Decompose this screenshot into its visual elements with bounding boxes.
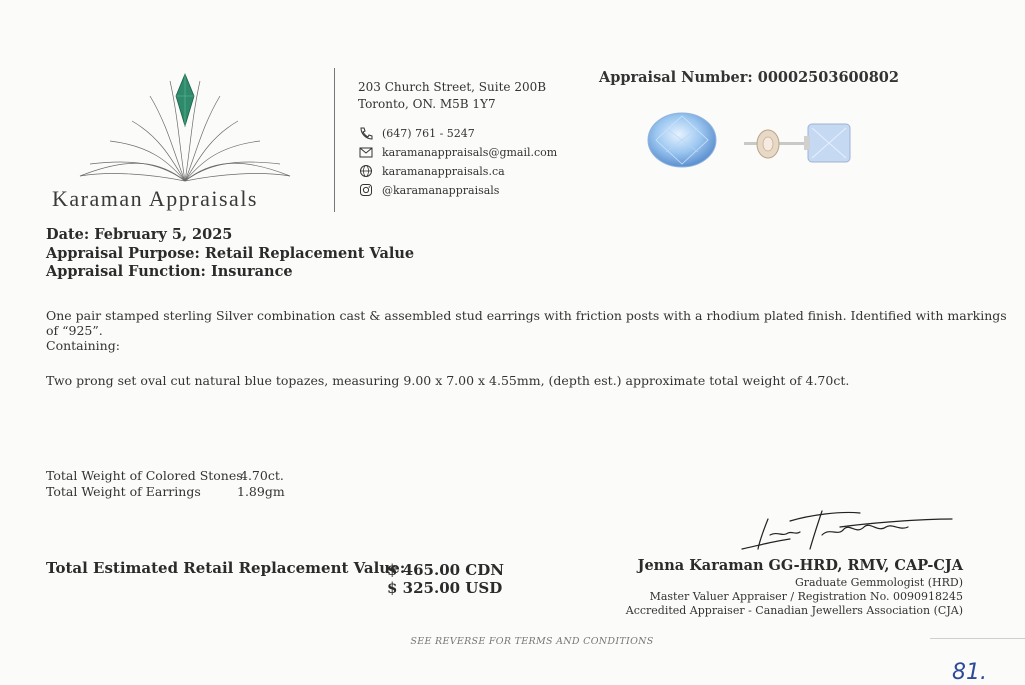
description-line-1: One pair stamped sterling Silver combination cast & assembled stud earrings with friction posts with a rhodium plated finish. Identified with markings <box>46 308 1007 323</box>
phone-icon <box>358 126 374 140</box>
website-row <box>358 164 505 178</box>
instagram-text: @karamanappraisals <box>382 183 500 197</box>
appraiser-signature <box>730 505 960 560</box>
address-line-1: 203 Church Street, Suite 200B <box>358 80 547 94</box>
appraiser-title-1: Graduate Gemmologist (HRD) <box>794 576 963 589</box>
appraiser-name: Jenna Karaman GG-HRD, RMV, CAP-CJA <box>637 557 963 574</box>
description-containing: Containing: <box>46 338 120 353</box>
header-divider <box>334 68 335 212</box>
weight-stones-value: 4.70ct. <box>240 468 284 483</box>
appraisal-number: Appraisal Number: 00002503600802 <box>599 69 899 86</box>
globe-icon <box>358 164 374 178</box>
appraisal-purpose: Appraisal Purpose: Retail Replacement Value <box>46 245 415 262</box>
footer-terms: SEE REVERSE FOR TERMS AND CONDITIONS <box>410 636 654 647</box>
weight-earrings-value: 1.89gm <box>237 484 285 499</box>
appraiser-title-3: Accredited Appraiser - Canadian Jewellers Association (CJA) <box>625 604 963 617</box>
company-name: Karaman Appraisals <box>52 186 258 211</box>
earrings-photo <box>636 102 866 178</box>
stone-description: Two prong set oval cut natural blue topazes, measuring 9.00 x 7.00 x 4.55mm, (depth est.) approximate total weight of 4.70ct. <box>46 373 850 388</box>
email-text: karamanappraisals@gmail.com <box>382 145 558 159</box>
instagram-row <box>358 183 499 197</box>
appraisal-date: Date: February 5, 2025 <box>46 226 233 243</box>
total-cdn: $ 465.00 CDN <box>387 561 504 579</box>
weight-stones-label: Total Weight of Colored Stones <box>46 468 243 483</box>
phone-row <box>358 126 475 140</box>
email-row <box>358 145 557 159</box>
total-label: Total Estimated Retail Replacement Value: <box>46 559 406 577</box>
address-line-2: Toronto, ON. M5B 1Y7 <box>358 97 496 111</box>
handwritten-page-mark: 81. <box>952 660 987 685</box>
total-usd: $ 325.00 USD <box>387 579 503 597</box>
mail-icon <box>358 145 374 159</box>
instagram-icon <box>358 183 374 197</box>
description-line-2: of “925”. <box>46 323 103 338</box>
appraiser-title-2: Master Valuer Appraiser / Registration No. 0090918245 <box>649 590 963 603</box>
website-text: karamanappraisals.ca <box>382 164 505 178</box>
appraisal-function: Appraisal Function: Insurance <box>46 263 293 280</box>
phone-text: (647) 761 - 5247 <box>382 126 475 140</box>
company-logo <box>70 66 300 186</box>
weight-earrings-label: Total Weight of Earrings <box>46 484 201 499</box>
